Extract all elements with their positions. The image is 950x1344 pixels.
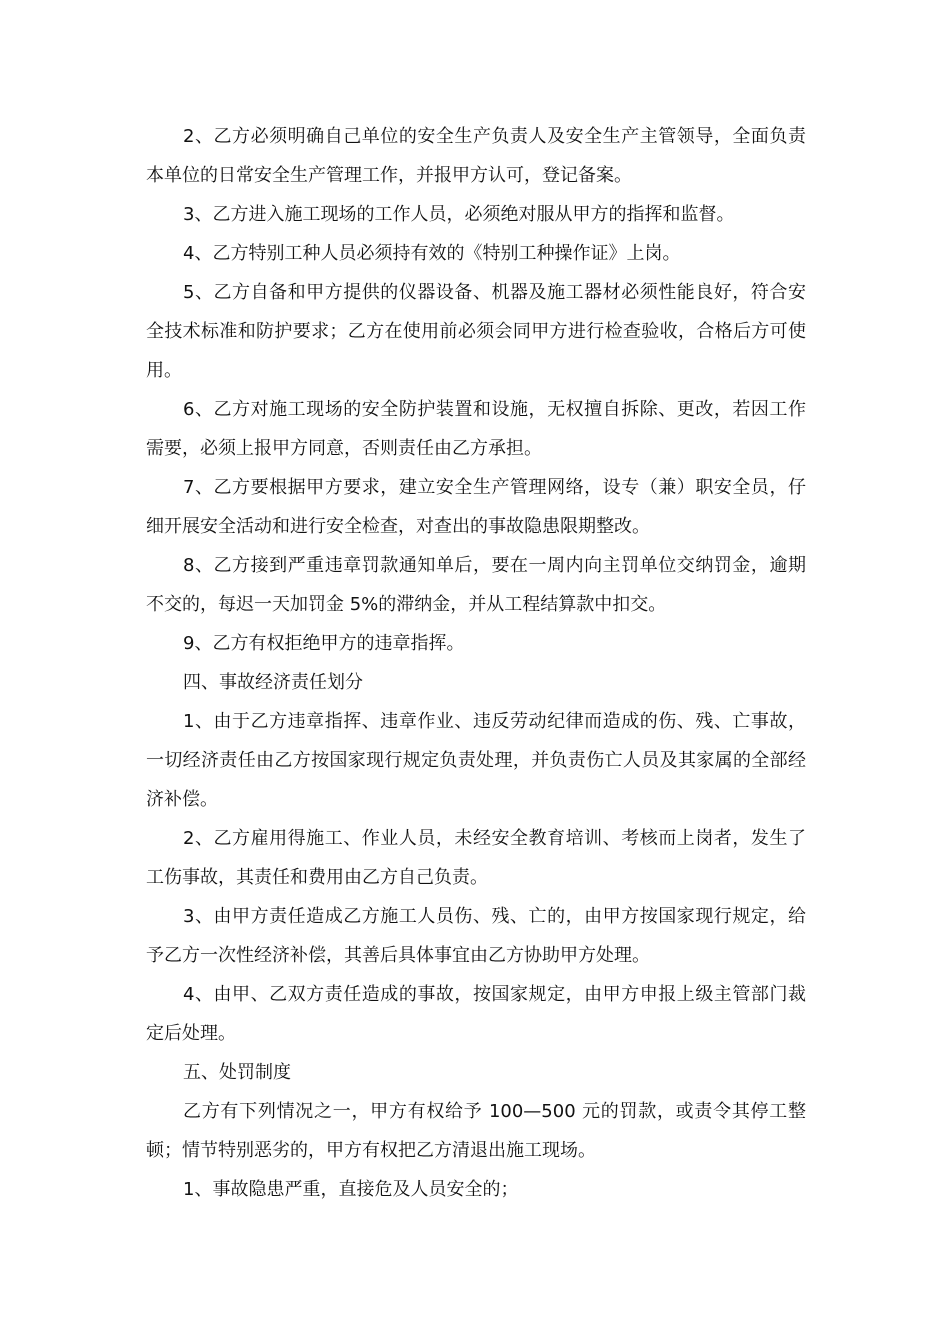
paragraph-clause-3-obey-supervision: 3、乙方进入施工现场的工作人员，必须绝对服从甲方的指挥和监督。 bbox=[183, 204, 735, 225]
paragraph-clause-5-equipment: 5、乙方自备和甲方提供的仪器设备、机器及施工器材必须性能良好，符合安全技术标准和防护要求；乙方在使用前必须会同甲方进行检查验收，合格后方可使用。 bbox=[146, 282, 806, 381]
paragraph-penalty-intro: 乙方有下列情况之一，甲方有权给予 100—500 元的罚款，或责令其停工整顿；情节特别恶劣的，甲方有权把乙方清退出施工现场。 bbox=[146, 1101, 806, 1161]
paragraph-clause-4-special-workers: 4、乙方特别工种人员必须持有效的《特别工种操作证》上岗。 bbox=[183, 243, 681, 264]
paragraph-clause-9-refuse-orders: 9、乙方有权拒绝甲方的违章指挥。 bbox=[183, 633, 465, 654]
paragraph-clause-6-protective-devices: 6、乙方对施工现场的安全防护装置和设施，无权擅自拆除、更改，若因工作需要，必须上报甲方同意，否则责任由乙方承担。 bbox=[146, 399, 806, 459]
paragraph-clause-7-safety-network: 7、乙方要根据甲方要求，建立安全生产管理网络，设专（兼）职安全员，仔细开展安全活动和进行安全检查，对查出的事故隐患限期整改。 bbox=[146, 477, 806, 537]
paragraph-clause-2-safety-leaders: 2、乙方必须明确自己单位的安全生产负责人及安全生产主管领导，全面负责本单位的日常安全生产管理工作，并报甲方认可，登记备案。 bbox=[146, 126, 806, 186]
paragraph-liability-2: 2、乙方雇用得施工、作业人员，未经安全教育培训、考核而上岗者，发生了工伤事故，其责任和费用由乙方自己负责。 bbox=[146, 828, 806, 888]
paragraph-liability-3: 3、由甲方责任造成乙方施工人员伤、残、亡的，由甲方按国家现行规定，给予乙方一次性经济补偿，其善后具体事宜由乙方协助甲方处理。 bbox=[146, 906, 806, 966]
paragraph-liability-1: 1、由于乙方违章指挥、违章作业、违反劳动纪律而造成的伤、残、亡事故，一切经济责任由乙方按国家现行规定负责处理，并负责伤亡人员及其家属的全部经济补偿。 bbox=[146, 711, 806, 810]
paragraph-penalty-1: 1、事故隐患严重，直接危及人员安全的； bbox=[183, 1179, 519, 1200]
paragraph-liability-4: 4、由甲、乙双方责任造成的事故，按国家规定，由甲方申报上级主管部门裁定后处理。 bbox=[146, 984, 806, 1044]
section-heading-accident-liability: 四、事故经济责任划分 bbox=[183, 672, 363, 693]
paragraph-clause-8-fines: 8、乙方接到严重违章罚款通知单后，要在一周内向主罚单位交纳罚金，逾期不交的，每迟一天加罚金 5%的滞纳金，并从工程结算款中扣交。 bbox=[146, 555, 806, 615]
document-body bbox=[146, 117, 806, 1209]
section-heading-penalties: 五、处罚制度 bbox=[183, 1062, 291, 1083]
